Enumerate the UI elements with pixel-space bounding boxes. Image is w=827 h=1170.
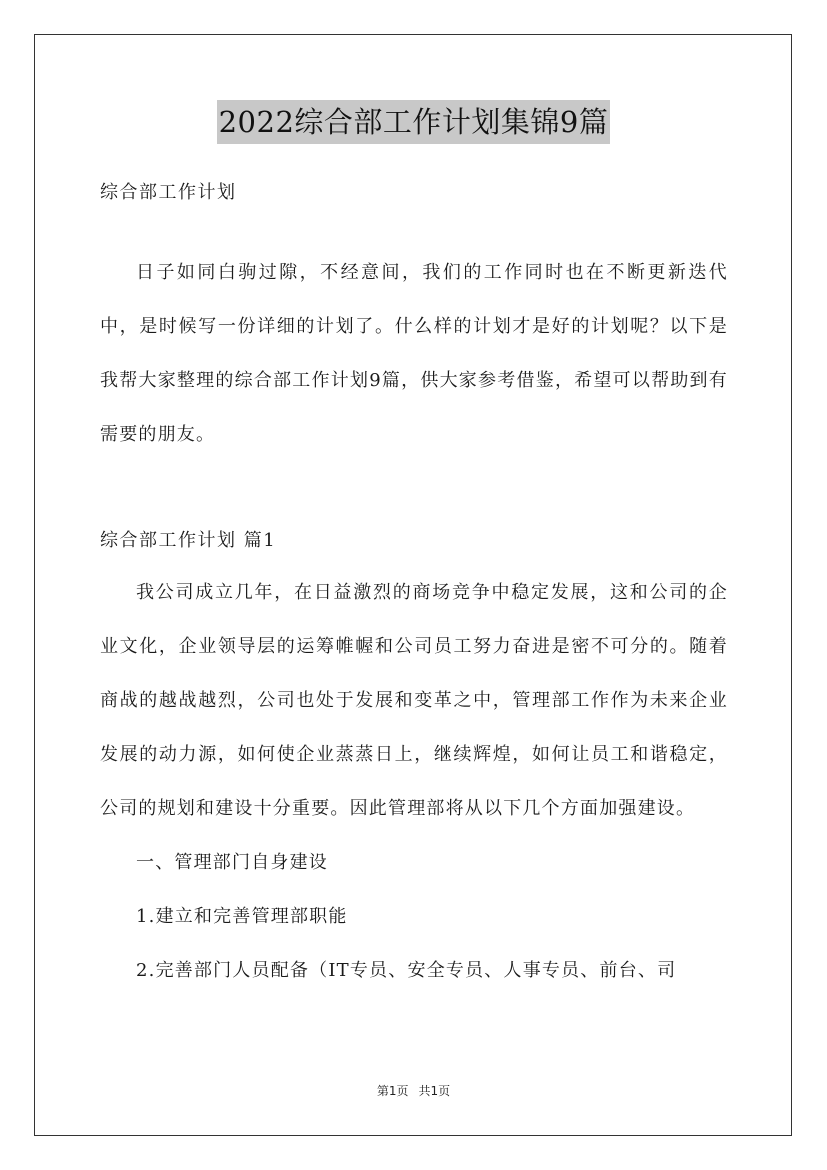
list-item: 一、管理部门自身建设 xyxy=(136,852,328,873)
intro-paragraph: 日子如同白驹过隙，不经意间，我们的工作同时也在不断更新迭代中，是时候写一份详细的计划了。什么样的计划才是好的计划呢？以下是我帮大家整理的综合部工作计划9篇，供大家参考借鉴，希望可以帮助到有需要的朋友。 xyxy=(100,262,728,445)
list-item: 2.完善部门人员配备（IT专员、安全专员、人事专员、前台、司 xyxy=(136,960,677,981)
page-footer xyxy=(0,1082,827,1099)
section-spacer xyxy=(100,462,728,516)
list-item: 1.建立和完善管理部职能 xyxy=(136,906,348,927)
page-number: 第1页 xyxy=(376,1084,409,1098)
document-title: 2022综合部工作计划集锦9篇 xyxy=(217,100,611,144)
intro-heading: 综合部工作计划 xyxy=(100,182,237,203)
section1-paragraph: 我公司成立几年，在日益激烈的商场竞争中稳定发展，这和公司的企业文化，企业领导层的运筹帷幄和公司员工努力奋进是密不可分的。随着商战的越战越烈，公司也处于发展和变革之中，管理部工作作为未来企业发展的动力源，如何使企业蒸蒸日上，继续辉煌，如何让员工和谐稳定，公司的规划和建设十分重要。因此管理部将从以下几个方面加强建设。 xyxy=(100,582,728,819)
document-body xyxy=(100,170,728,998)
title-wrap xyxy=(0,100,827,144)
page-total: 共1页 xyxy=(418,1084,451,1098)
section1-heading: 综合部工作计划 篇1 xyxy=(100,530,277,551)
